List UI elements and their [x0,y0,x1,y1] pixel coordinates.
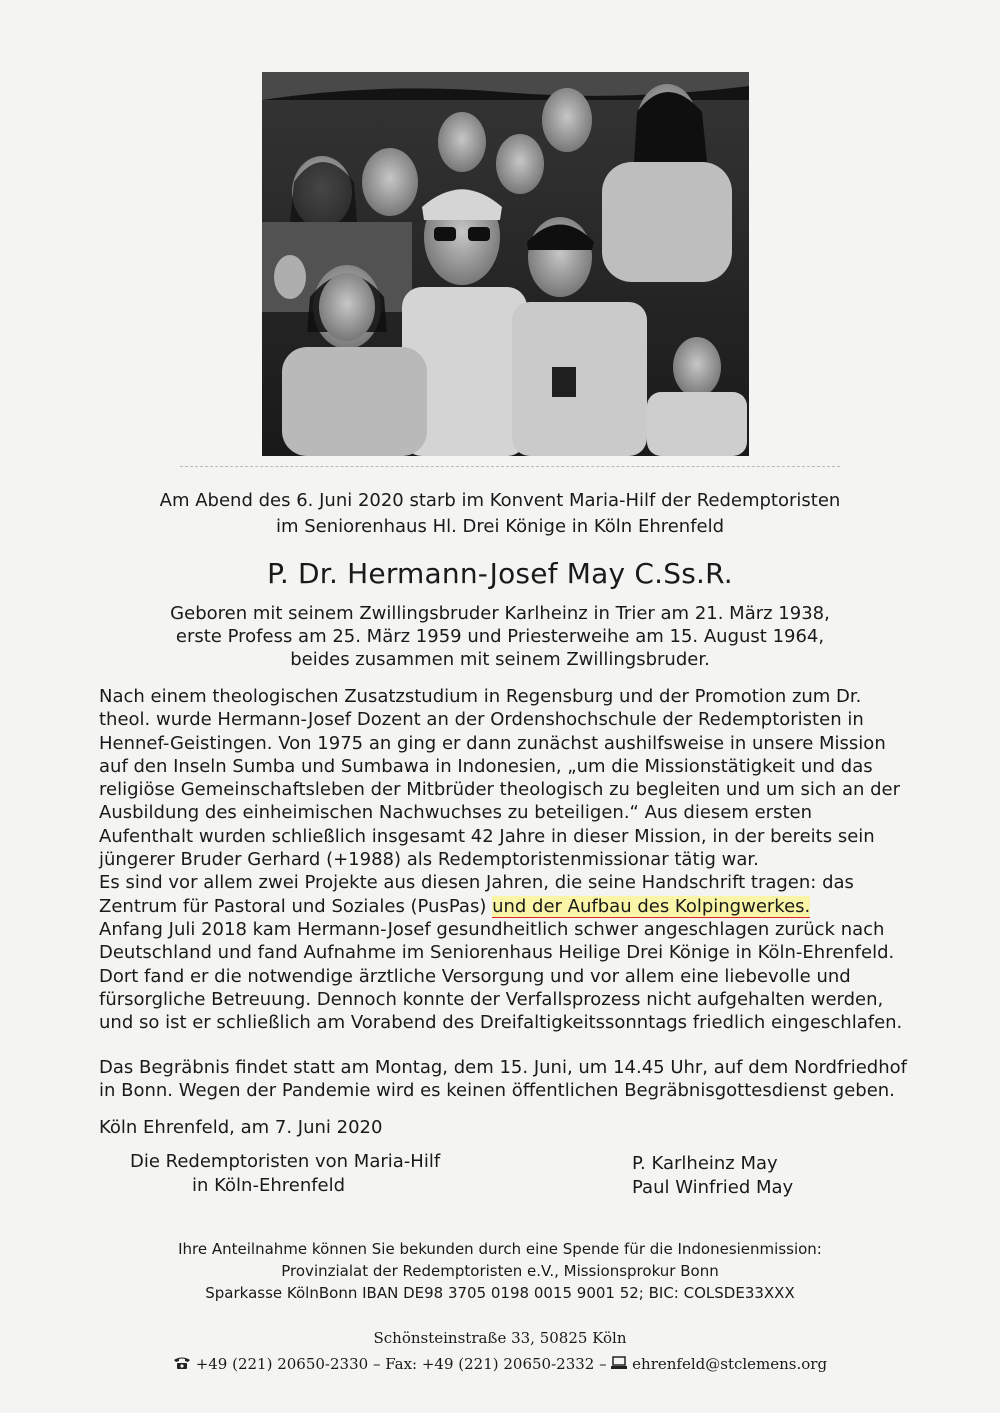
donation-line-1: Ihre Anteilnahme können Sie bekunden durch eine Spende für die Indonesienmission: [178,1240,822,1258]
group-photo [262,72,749,456]
telephone-icon [173,1352,191,1378]
intro-line-2: im Seniorenhaus Hl. Drei Könige in Köln Ehrenfeld [275,516,725,537]
funeral-notice: Das Begräbnis findet statt am Montag, dem 15. Juni, um 14.45 Uhr, auf dem Nordfriedhof in Bonn. Wegen der Pandemie wird es keinen öffentlichen Begräbnisgottesdienst geben. [99,1057,907,1102]
birth-line-2: erste Profess am 25. März 1959 und Priesterweihe am 15. August 1964, [175,626,825,647]
death-announcement [0,488,1000,540]
footer-address: Schönsteinstraße 33, 50825 Köln [373,1329,627,1347]
contact-footer [0,1325,1000,1378]
computer-icon [611,1352,627,1378]
biography-paragraph-2 [99,871,909,918]
birth-line-3: beides zusammen mit seinem Zwillingsbruder. [290,649,710,670]
birth-details [0,602,1000,671]
biography-paragraph-1: Nach einem theologischen Zusatzstudium in Regensburg und der Promotion zum Dr. theol. wurde Hermann-Josef Dozent an der Ordenshochschule der Redemptoristen in Hennef-Geistingen. Von 1975 an ging er dann zunächst aushilfsweise in unsere Mission auf den Inseln Sumba und Sumbawa in Indonesien, „um die Missionstätigkeit und das religiöse Gemeinschaftsleben der Mitbrüder theologisch zu begleiten und um sich an der Ausbildung des einheimischen Nachwuchses zu beteiligen.“ Aus diesem ersten Aufenthalt wurden schließlich insgesamt 42 Jahre in dieser Mission, in der bereits sein jüngerer Bruder Gerhard (+1988) als Redemptoristenmissionar tätig war. [99,686,901,871]
donation-info [0,1238,1000,1304]
footer-email[interactable]: ehrenfeld@stclemens.org [632,1355,828,1373]
intro-line-1: Am Abend des 6. Juni 2020 starb im Konvent Maria-Hilf der Redemptoristen [159,490,841,511]
biography-paragraph-3: Anfang Juli 2018 kam Hermann-Josef gesundheitlich schwer angeschlagen zurück nach Deutschland und fand Aufnahme im Seniorenhaus Heilige Drei Könige in Köln-Ehrenfeld. Dort fand er die notwendige ärztliche Versorgung und vor allem eine liebevolle und fürsorgliche Betreuung. Dennoch konnte der Verfallsprozess nicht aufgehalten werden, und so ist er schließlich am Vorabend des Dreifaltigkeitssonntags friedlich eingeschlafen. [99,918,903,1034]
biography [99,685,909,1034]
biography-paragraph-2-text: Es sind vor allem zwei Projekte aus diesen Jahren, die seine Handschrift tragen: das Zentrum für Pastoral und Soziales (PusPas) [99,872,854,917]
signature-family-line-2: Paul Winfried May [632,1177,794,1198]
highlighted-text: und der Aufbau des Kolpingwerkes. [492,895,811,917]
place-and-date: Köln Ehrenfeld, am 7. Juni 2020 [99,1117,383,1138]
footer-phone[interactable]: +49 (221) 20650-2330 [195,1355,369,1373]
fold-line [180,466,840,467]
photo-illustration [262,72,749,456]
signature-community [130,1150,460,1198]
donation-line-2: Provinzialat der Redemptoristen e.V., Missionsprokur Bonn [281,1262,719,1280]
birth-line-1: Geboren mit seinem Zwillingsbruder Karlheinz in Trier am 21. März 1938, [170,603,830,624]
signature-community-line-1: Die Redemptoristen von Maria-Hilf [130,1151,441,1172]
signature-family [632,1152,872,1200]
footer-fax: – Fax: +49 (221) 20650-2332 – [372,1355,607,1373]
signature-family-line-1: P. Karlheinz May [632,1153,778,1174]
deceased-name: P. Dr. Hermann-Josef May C.Ss.R. [267,557,733,590]
donation-line-3: Sparkasse KölnBonn IBAN DE98 3705 0198 0015 9001 52; BIC: COLSDE33XXX [205,1284,795,1302]
footer-contact-line [0,1351,1000,1378]
signature-community-line-2: in Köln-Ehrenfeld [192,1175,346,1196]
